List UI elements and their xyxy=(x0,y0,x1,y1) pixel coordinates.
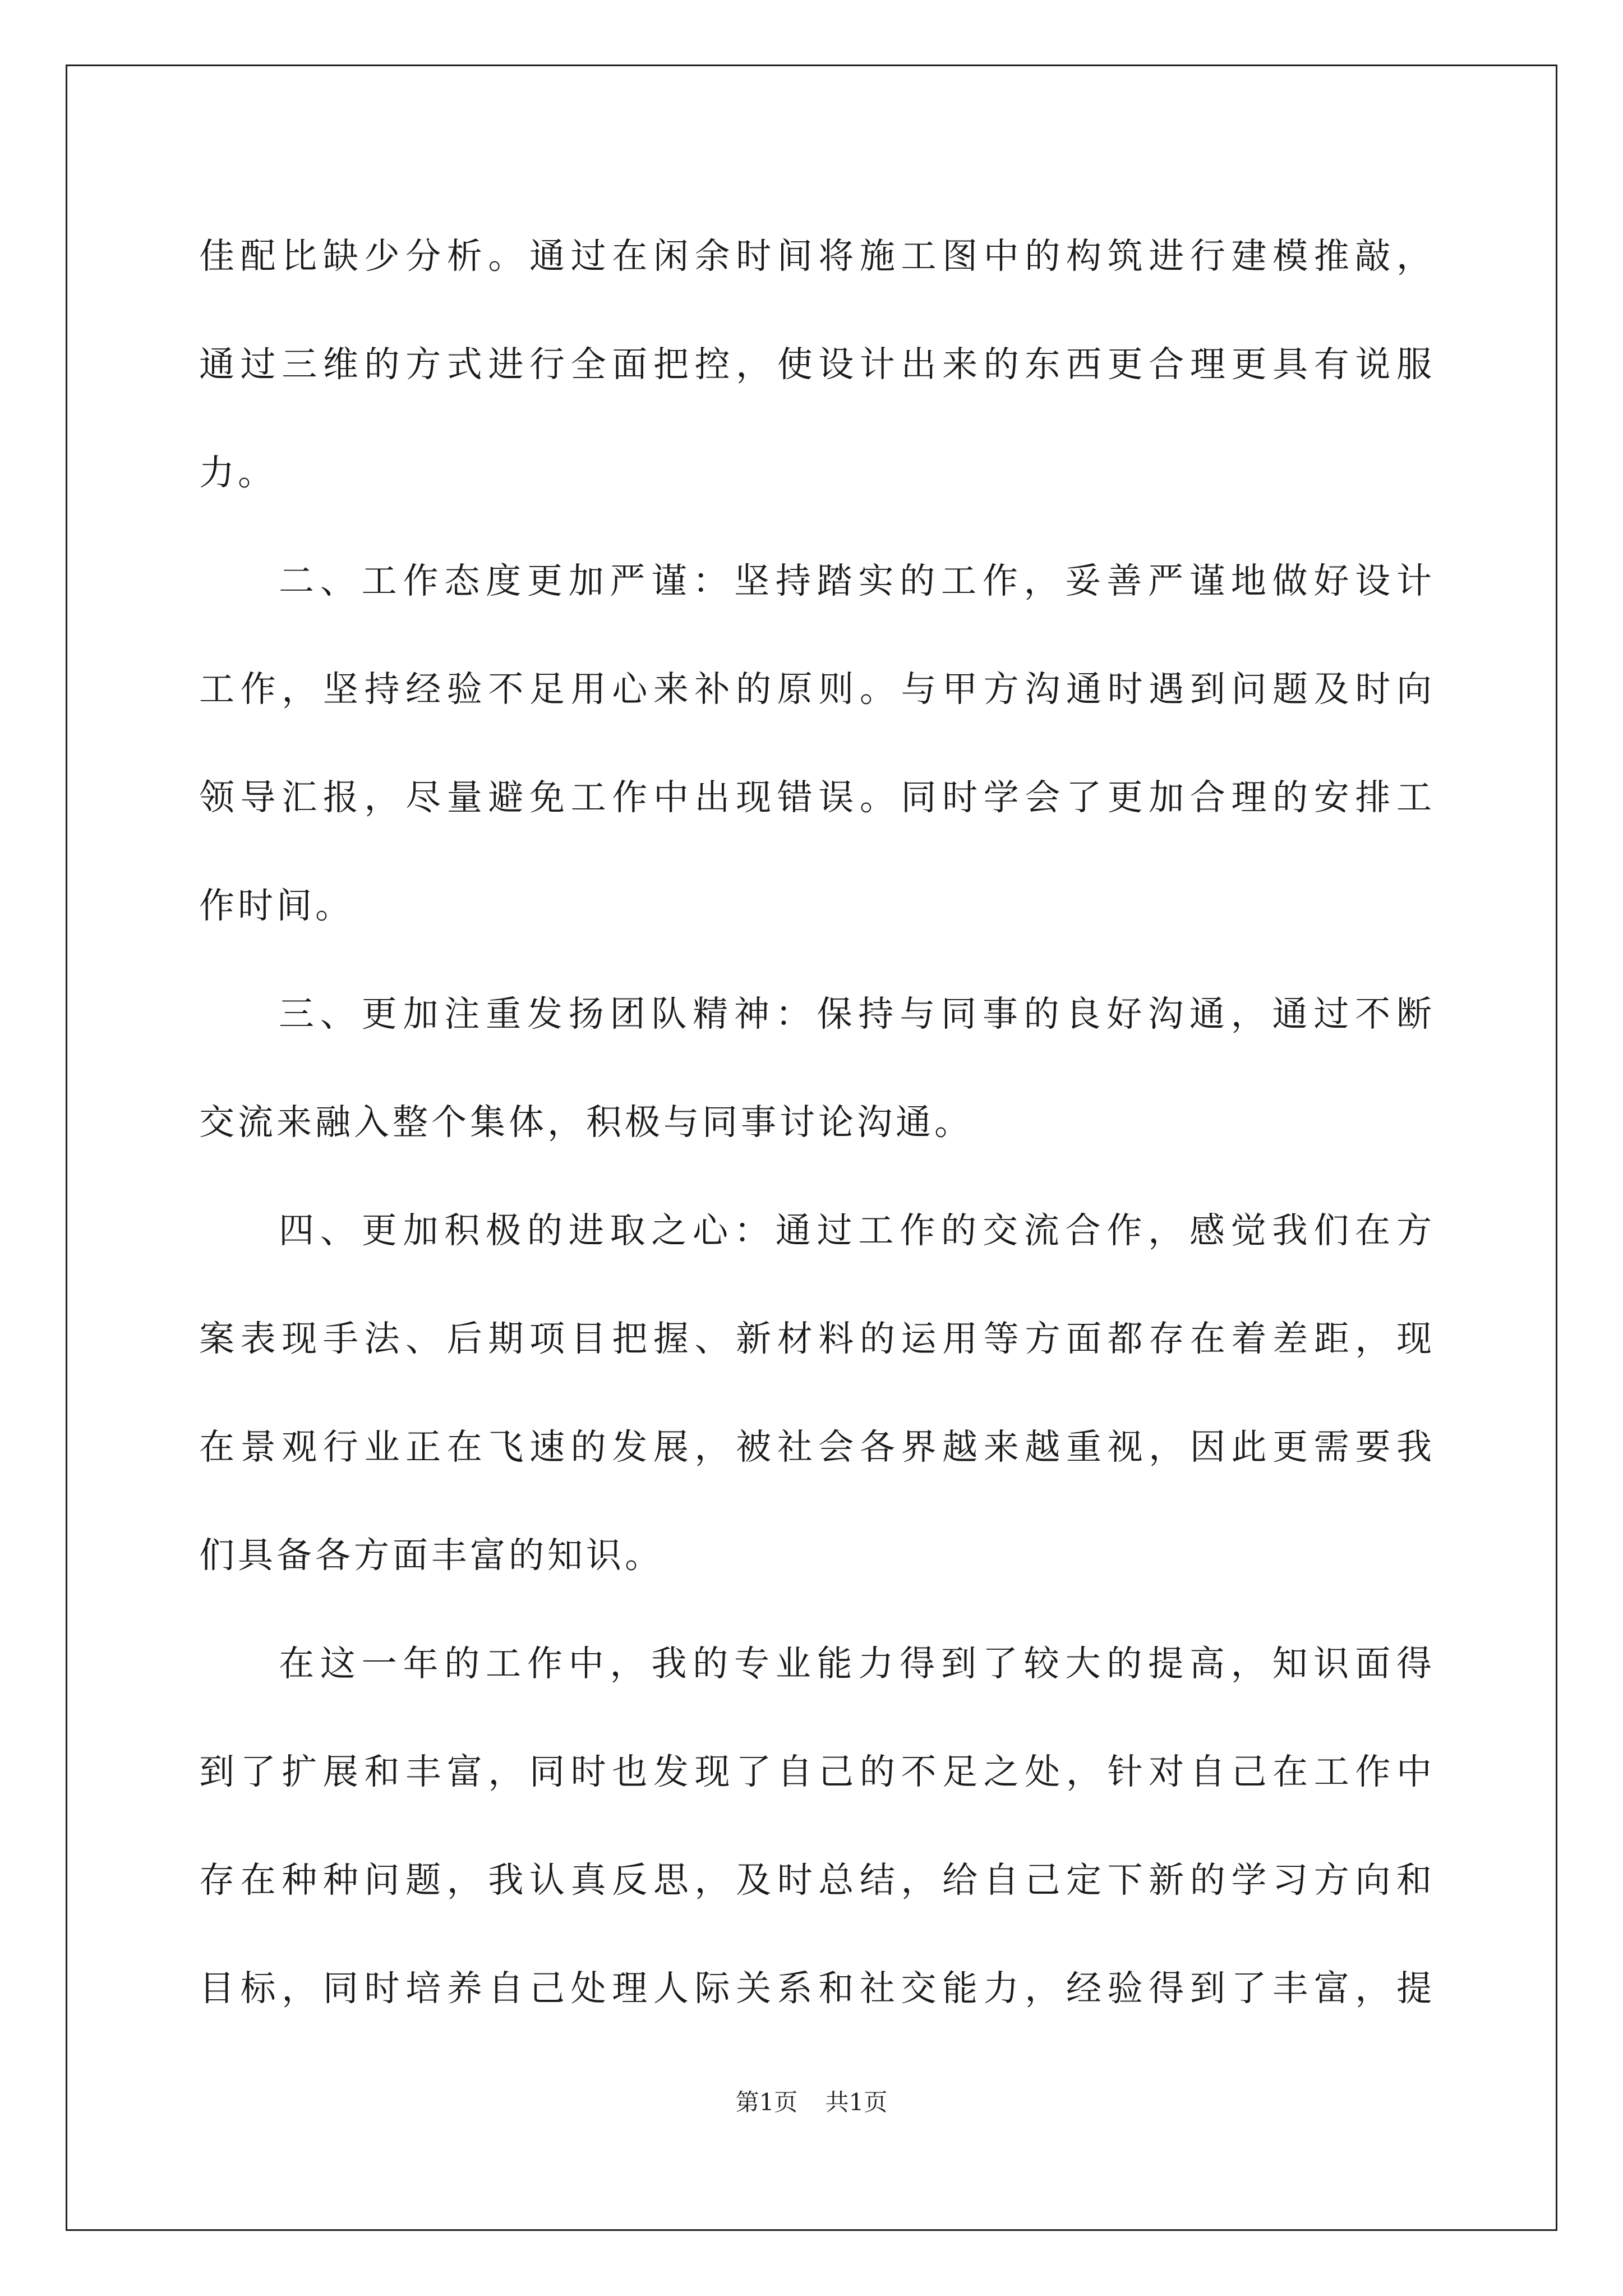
text-line: 存在种种问题，我认真反思，及时总结，给自己定下新的学习方向和 xyxy=(199,1860,1433,1901)
document-body xyxy=(199,202,1433,2042)
text-line: 在这一年的工作中，我的专业能力得到了较大的提高，知识面得 xyxy=(279,1643,1433,1684)
text-line: 工作，坚持经验不足用心来补的原则。与甲方沟通时遇到问题及时向 xyxy=(199,669,1433,710)
text-line: 力。 xyxy=(199,452,276,493)
text-line: 三、更加注重发扬团队精神：保持与同事的良好沟通，通过不断 xyxy=(279,993,1433,1034)
page-footer xyxy=(0,2084,1623,2118)
text-line: 作时间。 xyxy=(199,885,354,926)
page-total: 共1页 xyxy=(825,2088,888,2116)
text-line: 案表现手法、后期项目把握、新材料的运用等方面都存在着差距，现 xyxy=(199,1318,1433,1359)
page-number: 第1页 xyxy=(735,2088,798,2116)
text-line: 目标，同时培养自己处理人际关系和社交能力，经验得到了丰富，提 xyxy=(199,1968,1433,2009)
text-line: 四、更加积极的进取之心：通过工作的交流合作，感觉我们在方 xyxy=(279,1210,1433,1251)
text-line: 领导汇报，尽量避免工作中出现错误。同时学会了更加合理的安排工 xyxy=(199,777,1433,818)
text-line: 交流来融入整个集体，积极与同事讨论沟通。 xyxy=(199,1102,973,1143)
text-line: 到了扩展和丰富，同时也发现了自己的不足之处，针对自己在工作中 xyxy=(199,1751,1433,1792)
text-line: 通过三维的方式进行全面把控，使设计出来的东西更合理更具有说服 xyxy=(199,344,1433,385)
text-line: 佳配比缺少分析。通过在闲余时间将施工图中的构筑进行建模推敲， xyxy=(199,236,1433,277)
text-line: 在景观行业正在飞速的发展，被社会各界越来越重视，因此更需要我 xyxy=(199,1427,1433,1467)
text-line: 二、工作态度更加严谨：坚持踏实的工作，妥善严谨地做好设计 xyxy=(279,560,1433,601)
text-line: 们具备各方面丰富的知识。 xyxy=(199,1535,663,1576)
